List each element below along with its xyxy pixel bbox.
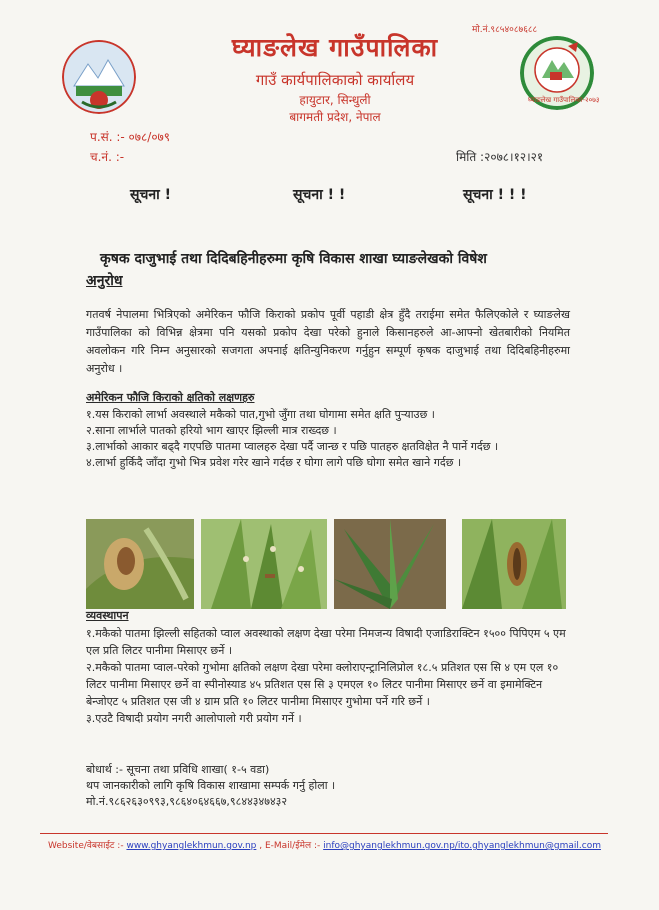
management-list: [86, 625, 570, 727]
address-line-2: बागमती प्रदेश, नेपाल: [289, 110, 381, 124]
damaged-leaves-photo: [201, 519, 327, 609]
maize-cob-damage-photo: [86, 519, 194, 609]
list-item: १.मकैको पातमा झिल्ली सहितको प्वाल अवस्थाको लक्षण देखा परेमा निमजन्य विषादी एजाडिराक्टिन १५०० पिपिएम ५ एम एल प्रति लिटर पानीमा मिसाएर छर्ने ।: [86, 627, 566, 657]
symptoms-title: अमेरिकन फौजि किराको क्षतिको लक्षणहरु: [86, 391, 255, 404]
footer-info: [86, 762, 570, 810]
maize-whorl-photo: [334, 519, 446, 609]
list-item: २.साना लार्भाले पातको हरियो भाग खाएर झिल्ली मात्र राख्दछ ।: [86, 424, 337, 437]
heading-line-2: अनुरोध: [86, 273, 123, 289]
larva-on-plant-photo: [462, 519, 566, 609]
email-link[interactable]: info@ghyanglekhmun.gov.np/ito.ghyanglekhmun@gmail.com: [323, 841, 601, 851]
website-link[interactable]: www.ghyanglekhmun.gov.np: [126, 841, 257, 851]
symptoms-list: [86, 407, 570, 471]
address-line-1: हायुटार, सिन्धुली: [299, 93, 371, 107]
dispatch-number: च.नं. :-: [90, 150, 125, 164]
document-date: मिति :२०७८।१२।२१: [456, 150, 544, 164]
website-line: [48, 838, 601, 851]
office-address: [185, 92, 485, 126]
footer-divider: [40, 833, 608, 834]
office-name: गाउँ कार्यपालिकाको कार्यालय: [255, 71, 415, 89]
list-item: १.यस किराको लार्भा अवस्थाले मकैको पात,गुभो जुँगा तथा घोगामा समेत क्षति पुर्‍याउछ ।: [86, 408, 435, 421]
logo-caption: घ्याङलेख गाउँपालिका-२०७३: [528, 96, 600, 104]
website-label: Website/वेबसाईट :-: [48, 841, 124, 851]
nepal-emblem-icon: [62, 40, 136, 114]
heading-line-1: कृषक दाजुभाई तथा दिदिबहिनीहरुमा कृषि विकास शाखा घ्याङलेखको विषेश: [100, 251, 487, 267]
reference-number: प.सं. :- ०७८/०७९: [90, 130, 171, 144]
header-phone: मो.नं.९८५४०८७६८८: [472, 25, 538, 35]
intro-paragraph: गतवर्ष नेपालमा भित्रिएको अमेरिकन फौजि किराको प्रकोप पूर्वी पहाडी क्षेत्र हुँदै तराईमा समेत फैलिएकोले र घ्याङलेख गाउँपालिका को विभिन्न क्षेत्रमा पनि यसको प्रकोप देखा परेको हुनाले किसानहरुले आ-आफ्नो खेतबारीको नियमित अवलोकन गरि निम्न अनुसारको सजगता अपनाई क्षतिन्युनिकरण गर्नुहुन सम्पूर्ण कृषक दाजुभाई तथा दिदिबहिनीहरुमा अनुरोध ।: [86, 308, 570, 375]
phone-numbers: मो.नं.९८६२६३०९९३,९८६४०६४६६७,९८४४३४७४३२: [86, 795, 288, 808]
list-item: ३.एउटै विषादी प्रयोग नगरी आलोपालो गरी प्रयोग गर्ने ।: [86, 712, 302, 725]
municipality-title: घ्याङलेख गाउँपालिका: [231, 33, 439, 62]
notice-1: सूचना !: [130, 187, 172, 203]
email-label: , E-Mail/ईमेल :-: [259, 841, 321, 851]
list-item: २.मकैको पातमा प्वाल-परेको गुभोमा क्षतिको लक्षण देखा परेमा क्लोराएन्ट्रानिलिप्रोल १८.५ प्रतिशत एस सि ४ एम एल १० लिटर पानीमा मिसाएर छर्ने वा स्पीनोस्याड ४५ प्रतिशत एस सि ३ एमएल १० लिटर पानीमा मिसाएर छर्ने वा इमामेक्टिन बेन्जोएट ५ प्रतिशत एस जी ४ ग्राम प्रति १० लिटर पानीमा मिसाएर गुभोमा पर्ने गरि छर्ने ।: [86, 661, 559, 708]
document-heading: [86, 248, 570, 292]
notice-2: सूचना ! !: [293, 187, 346, 203]
list-item: ३.लार्भाको आकार बढ्दै गएपछि पातमा प्वालहरु देखा पर्दै जान्छ र पछि पातहरु क्षतविक्षेत नै पार्ने गर्दछ ।: [86, 440, 499, 453]
notice-3: सूचना ! ! !: [463, 187, 527, 203]
management-title: व्यवस्थापन: [86, 609, 129, 622]
cc-line: बोधार्थ :- सूचना तथा प्रविधि शाखा( १-५ वडा): [86, 763, 270, 776]
list-item: ४.लार्भा हुर्किदै जाँदा गुभो भित्र प्रवेश गरेर खाने गर्दछ र घोगा लागे पछि घोगा समेत खाने गर्दछ ।: [86, 456, 462, 469]
contact-line: थप जानकारीको लागि कृषि विकास शाखामा सम्पर्क गर्नु होला ।: [86, 779, 336, 792]
